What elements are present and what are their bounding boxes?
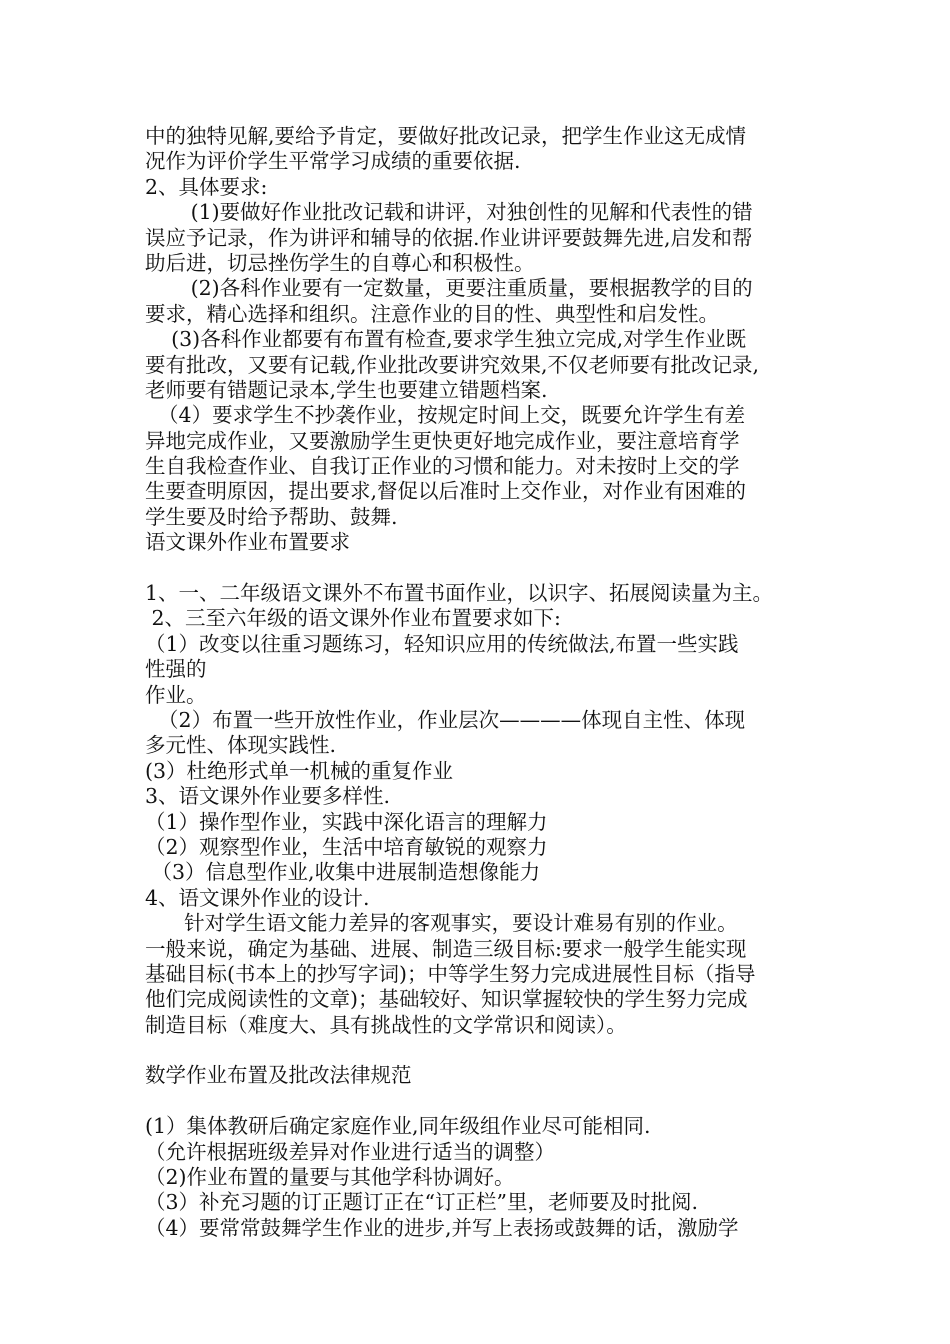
text-line: 他们完成阅读性的文章)；基础较好、知识掌握较快的学生努力完成 bbox=[145, 987, 748, 1012]
text-line: （2)作业布置的量要与其他学科协调好。 bbox=[145, 1165, 515, 1190]
text-line: 生自我检查作业、自我订正作业的习惯和能力。对未按时上交的学 bbox=[145, 454, 740, 479]
text-line: (2)各科作业要有一定数量，更要注重质量，要根据教学的目的 bbox=[145, 276, 753, 301]
document-body bbox=[145, 124, 815, 1241]
section-heading: 3、语文课外作业要多样性. bbox=[145, 784, 391, 809]
text-line: 多元性、体现实践性. bbox=[145, 733, 337, 758]
text-line: 生要查明原因，提出要求,督促以后准时上交作业，对作业有困难的 bbox=[145, 479, 747, 504]
text-line: 中的独特见解,要给予肯定，要做好批改记录，把学生作业这无成情 bbox=[145, 124, 747, 148]
text-line: （1）操作型作业，实践中深化语言的理解力 bbox=[145, 809, 548, 834]
text-line: （4）要常常鼓舞学生作业的进步,并写上表扬或鼓舞的话，激励学 bbox=[145, 1215, 739, 1240]
section-title: 数学作业布置及批改法律规范 bbox=[145, 1063, 412, 1088]
text-line: 2、三至六年级的语文课外作业布置要求如下: bbox=[145, 606, 561, 631]
text-line: 一般来说，确定为基础、进展、制造三级目标:要求一般学生能实现 bbox=[145, 936, 747, 961]
text-line: 作业。 bbox=[145, 682, 207, 707]
text-line: (3)各科作业都要有布置有检查,要求学生独立完成,对学生作业既 bbox=[145, 327, 747, 352]
blank-line bbox=[145, 1089, 815, 1114]
text-line: (3）杜绝形式单一机械的重复作业 bbox=[145, 758, 454, 783]
text-line: （允许根据班级差异对作业进行适当的调整） bbox=[145, 1139, 555, 1164]
text-line: (1）集体教研后确定家庭作业,同年级组作业尽可能相同. bbox=[145, 1114, 651, 1139]
text-line: 1、一、二年级语文课外不布置书面作业，以识字、拓展阅读量为主。 bbox=[145, 581, 774, 606]
blank-line bbox=[145, 556, 815, 581]
section-heading: 2、具体要求: bbox=[145, 174, 268, 199]
text-line: （2）观察型作业，生活中培育敏锐的观察力 bbox=[145, 834, 548, 859]
section-title: 语文课外作业布置要求 bbox=[145, 530, 350, 555]
text-line: （1）改变以往重习题练习，轻知识应用的传统做法,布置一些实践 bbox=[145, 631, 739, 656]
text-line: 学生要及时给予帮助、鼓舞. bbox=[145, 504, 398, 529]
text-line: （3）补充习题的订正题订正在“订正栏”里，老师要及时批阅. bbox=[145, 1190, 699, 1215]
blank-line bbox=[145, 1038, 815, 1063]
text-line: (1)要做好作业批改记载和讲评，对独创性的见解和代表性的错 bbox=[145, 200, 753, 225]
text-line: 针对学生语文能力差异的客观事实，要设计难易有别的作业。 bbox=[145, 911, 738, 936]
text-line: 况作为评价学生平常学习成绩的重要依据. bbox=[145, 149, 521, 174]
text-line: （2）布置一些开放性作业，作业层次————体现自主性、体现 bbox=[145, 707, 746, 732]
text-line: 制造目标（难度大、具有挑战性的文学常识和阅读）。 bbox=[145, 1012, 627, 1037]
text-line: 老师要有错题记录本,学生也要建立错题档案. bbox=[145, 377, 548, 402]
text-line: 异地完成作业，又要激励学生更快更好地完成作业，要注意培育学 bbox=[145, 428, 740, 453]
text-line: （3）信息型作业,收集中进展制造想像能力 bbox=[145, 860, 541, 885]
text-line: （4）要求学生不抄袭作业，按规定时间上交，既要允许学生有差 bbox=[145, 403, 746, 428]
text-line: 要求，精心选择和组织。注意作业的目的性、典型性和启发性。 bbox=[145, 301, 719, 326]
text-line: 要有批改，又要有记载,作业批改要讲究效果,不仅老师要有批改记录, bbox=[145, 352, 760, 377]
text-line: 助后进，切忌挫伤学生的自尊心和积极性。 bbox=[145, 250, 535, 275]
section-heading: 4、语文课外作业的设计. bbox=[145, 885, 370, 910]
text-line: 基础目标(书本上的抄写字词)；中等学生努力完成进展性目标（指导 bbox=[145, 961, 756, 986]
text-line: 性强的 bbox=[145, 657, 207, 682]
text-line: 误应予记录，作为讲评和辅导的依据.作业讲评要鼓舞先进,启发和帮 bbox=[145, 225, 753, 250]
